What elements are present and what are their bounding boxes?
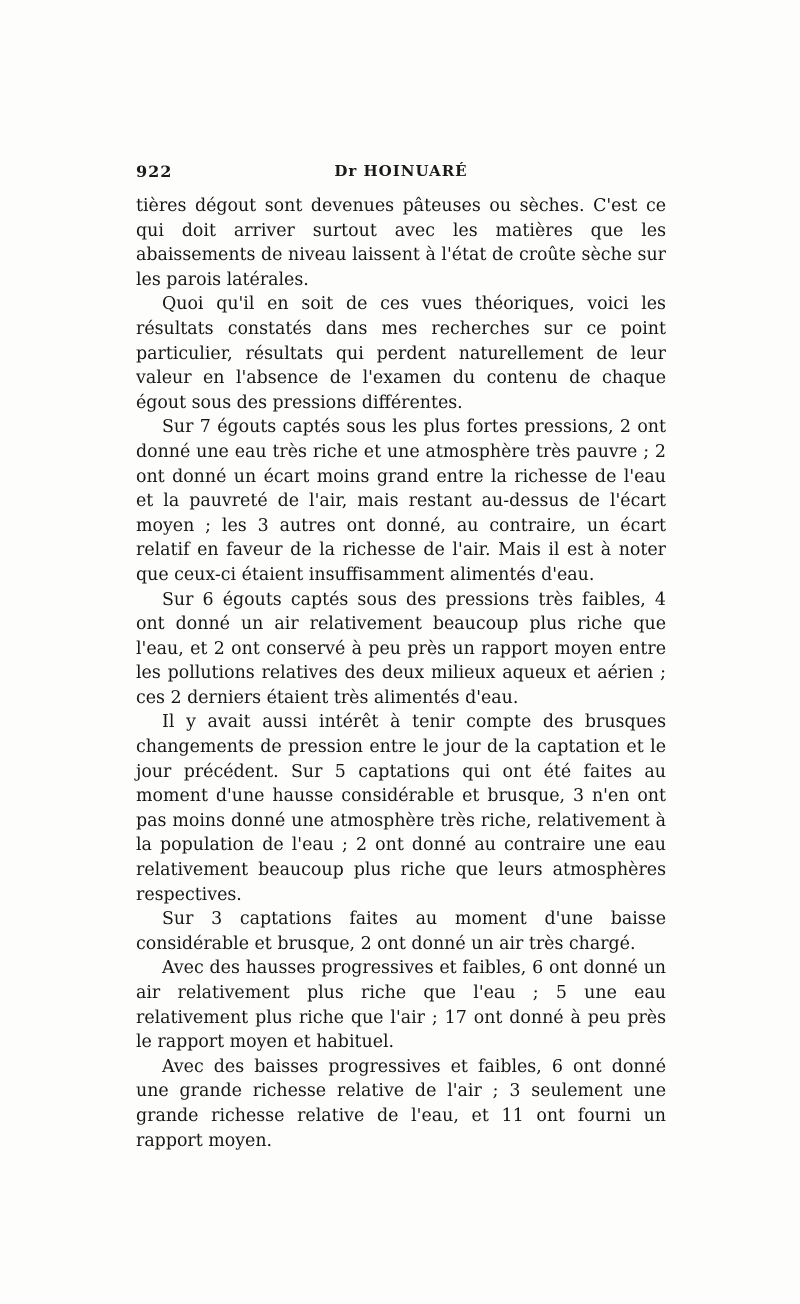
paragraph-low-pressure: Sur 6 égouts captés sous des pressions très faibles, 4 ont donné un air relativement beaucoup plus riche que l'eau, et 2 ont conservé à peu près un rapport moyen entre les pollutions relatives des deux milieux aqueux et aérien ; ces 2 derniers étaient très alimentés d'eau. xyxy=(136,589,666,708)
paragraph-sudden-drop: Sur 3 captations faites au moment d'une baisse considérable et brusque, 2 ont donné un air très chargé. xyxy=(136,909,666,954)
paragraph-continuation: tières dégout sont devenues pâteuses ou sèches. C'est ce qui doit arriver surtout avec les matières que les abaissements de niveau laissent à l'état de croûte sèche sur les parois latérales. xyxy=(136,196,666,290)
running-title: Dr HOINUARÉ xyxy=(334,162,468,180)
paragraph-progressive-drop: Avec des baisses progressives et faibles, 6 ont donné une grande richesse relative de l'air ; 3 seulement une grande richesse relative de l'eau, et 11 ont fourni un rapport moyen. xyxy=(136,1056,666,1151)
paragraph-pressure-changes: Il y avait aussi intérêt à tenir compte des brusques changements de pression entre le jour de la captation et le jour précédent. Sur 5 captations qui ont été faites au moment d'une hausse considérable et brusque, 3 n'en ont pas moins donné une atmosphère très riche, relativement à la population de l'eau ; 2 ont donné au contraire une eau relativement beaucoup plus riche que leurs atmosphères respectives. xyxy=(136,712,666,905)
paragraph-theory: Quoi qu'il en soit de ces vues théoriques, voici les résultats constatés dans mes recherches sur ce point particulier, résultats qui perdent naturellement de leur valeur en l'absence de l'examen du contenu de chaque égout sous des pressions différentes. xyxy=(136,294,666,413)
paragraph-high-pressure: Sur 7 égouts captés sous les plus fortes pressions, 2 ont donné une eau très riche et une atmosphère très pauvre ; 2 ont donné un écart moins grand entre la richesse de l'eau et la pauvreté de l'air, mais restant au-dessus de l'écart moyen ; les 3 autres ont donné, au contraire, un écart relatif en faveur de la richesse de l'air. Mais il est à noter que ceux-ci étaient insuffisamment alimentés d'eau. xyxy=(136,417,666,585)
page-header xyxy=(136,162,666,186)
page-number: 922 xyxy=(136,162,173,181)
paragraph-progressive-rise: Avec des hausses progressives et faibles, 6 ont donné un air relativement plus riche que l'eau ; 5 une eau relativement plus riche que l'air ; 17 ont donné à peu près le rapport moyen et habituel. xyxy=(136,958,666,1053)
body-text xyxy=(136,194,666,1153)
